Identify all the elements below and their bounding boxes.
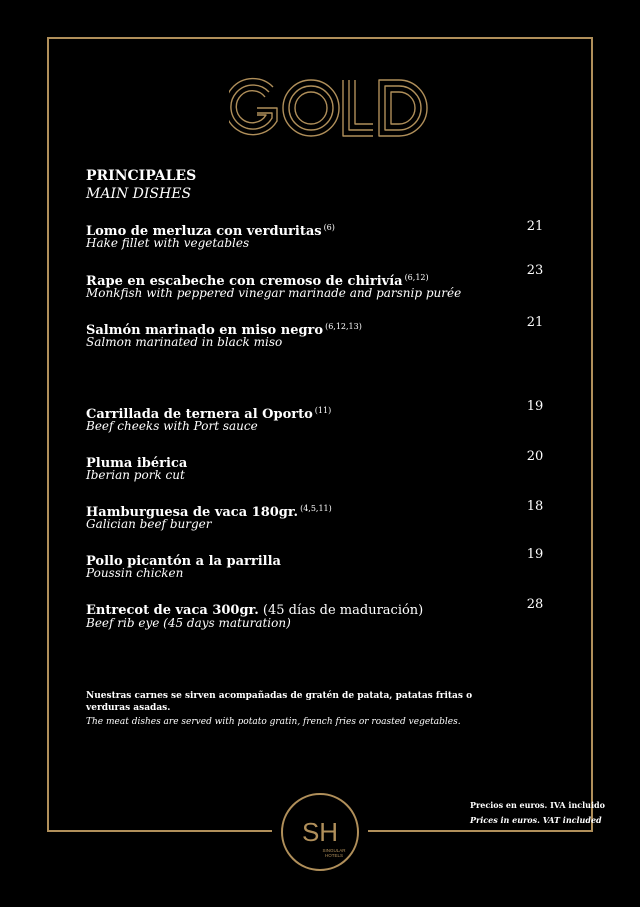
svg-text:HOTELS: HOTELS	[324, 853, 344, 858]
dish-name: Pluma ibérica	[86, 456, 188, 471]
dish-price: 19	[526, 399, 544, 414]
prices-note-en: Prices in euros. VAT included	[470, 815, 602, 825]
side-dishes-note-en: The meat dishes are served with potato gratin, french fries or roasted vegetables.	[86, 717, 461, 727]
dish-price: 19	[526, 547, 544, 562]
svg-text:GOLD: GOLD	[328, 115, 332, 116]
allergen-codes: (6,12)	[404, 273, 429, 282]
dish-description: Beef cheeks with Port sauce	[86, 419, 258, 433]
dish-description: Poussin chicken	[86, 566, 184, 580]
dish-description: Beef rib eye (45 days maturation)	[86, 616, 291, 630]
allergen-codes: (11)	[314, 406, 332, 415]
section-subtitle: MAIN DISHES	[86, 186, 192, 202]
dish-description: Monkfish with peppered vinegar marinade and parsnip purée	[86, 286, 462, 300]
dish-description: Galician beef burger	[86, 517, 212, 531]
allergen-codes: (6)	[323, 223, 335, 232]
dish-description: Hake fillet with vegetables	[86, 236, 250, 250]
side-dishes-note-es: Nuestras carnes se sirven acompañadas de gratén de patata, patatas fritas o verduras asadas.	[86, 691, 473, 713]
dish-name: Entrecot de vaca 300gr. (45 días de maduración)	[86, 603, 424, 618]
allergen-codes: (6,12,13)	[325, 322, 362, 331]
dish-name: Rape en escabeche con cremoso de chirivía $^{(6,12)}$	[86, 273, 429, 289]
gold-logo	[229, 77, 431, 139]
dish-name: Carrillada de ternera al Oporto $^{(11)}$	[86, 406, 332, 422]
allergen-codes: (4,5,11)	[300, 504, 332, 513]
dish-price: 28	[526, 597, 544, 612]
dish-name: Hamburguesa de vaca 180gr. $^{(4,5,11)}$	[86, 504, 332, 520]
dish-name: Lomo de merluza con verduritas $^{(6)}$	[86, 223, 335, 239]
svg-text:SH: SH	[301, 817, 339, 847]
dish-description: Iberian pork cut	[86, 468, 185, 482]
prices-note-es: Precios en euros. IVA incluido	[470, 800, 605, 810]
dish-name: Salmón marinado en miso negro $^{(6,12,13)}$	[86, 322, 362, 338]
singular-hotels-logo	[272, 786, 368, 878]
dish-price: 18	[526, 499, 544, 514]
section-title: PRINCIPALES	[86, 168, 197, 184]
dish-price: 20	[526, 449, 544, 464]
dish-price: 21	[526, 315, 544, 330]
dish-description: Salmon marinated in black miso	[86, 335, 283, 349]
dish-name: Pollo picantón a la parrilla	[86, 554, 281, 569]
dish-price: 23	[526, 263, 544, 278]
svg-text:SINGULAR: SINGULAR	[322, 848, 346, 853]
dish-price: 21	[526, 219, 544, 234]
